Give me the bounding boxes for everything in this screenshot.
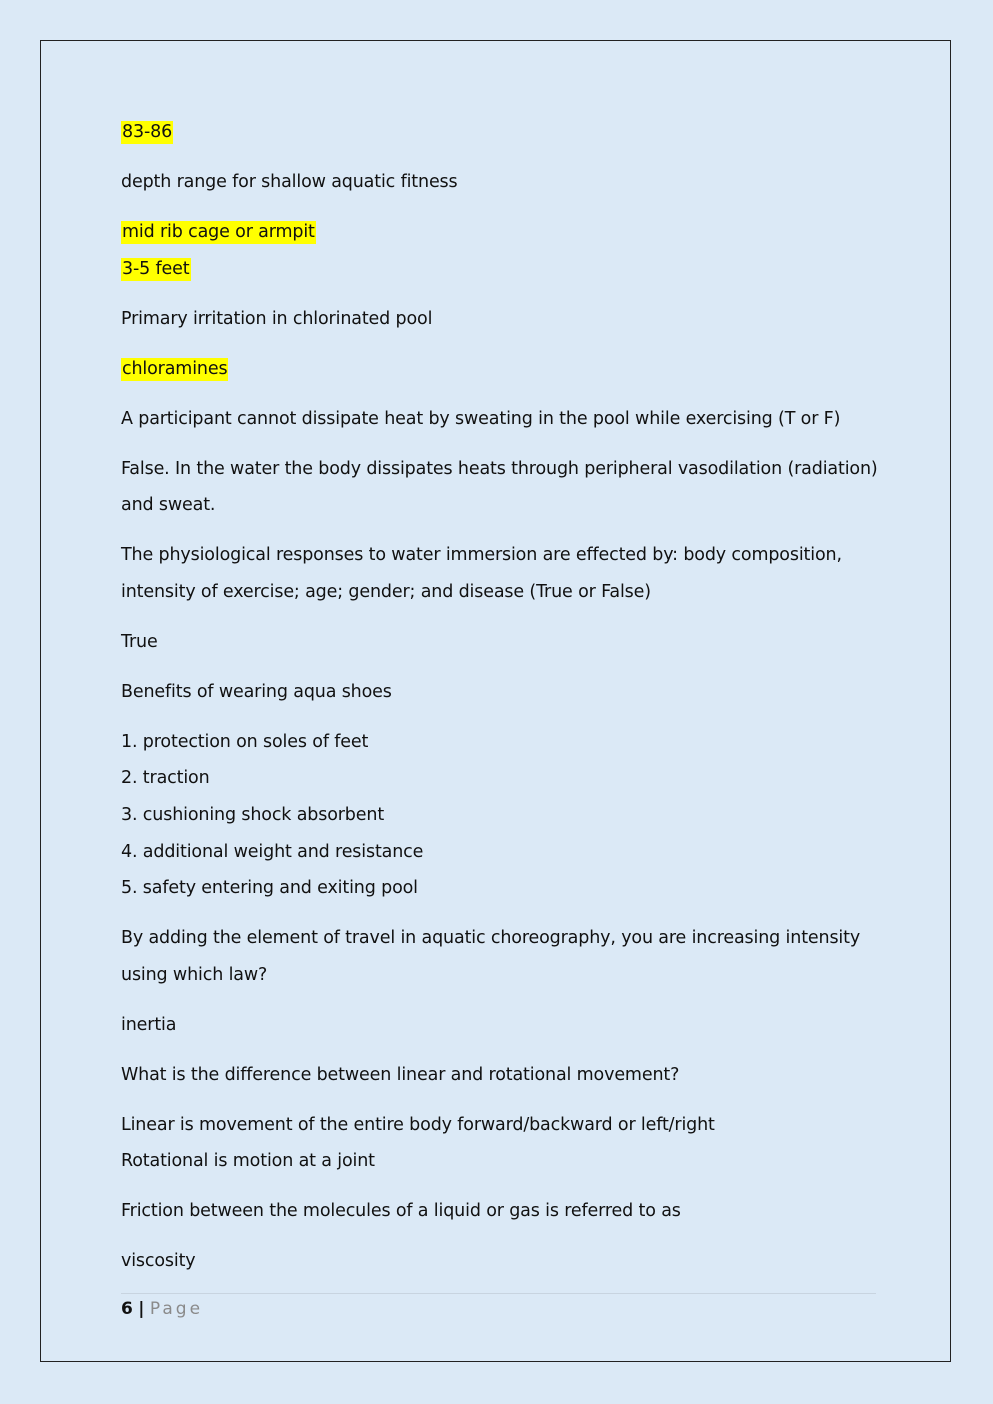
line-text: mid rib cage or armpit xyxy=(122,222,315,242)
line-text: 4. additional weight and resistance xyxy=(121,842,424,862)
text-line xyxy=(121,630,158,654)
line-text: 83-86 xyxy=(122,122,173,142)
line-text: What is the difference between linear and rotational movement? xyxy=(121,1065,680,1085)
footer-divider xyxy=(121,1293,876,1294)
text-line xyxy=(121,926,860,950)
line-text: and sweat. xyxy=(121,495,216,515)
line-text: Linear is movement of the entire body forward/backward or left/right xyxy=(121,1115,715,1135)
line-text: inertia xyxy=(121,1015,177,1035)
page-footer xyxy=(121,1297,203,1321)
text-line xyxy=(121,220,316,244)
footer-separator: | xyxy=(138,1299,145,1319)
text-line xyxy=(121,840,423,864)
text-line xyxy=(121,1063,679,1087)
page-label: Page xyxy=(149,1299,204,1319)
text-line xyxy=(121,680,392,704)
line-text: chloramines xyxy=(122,359,228,379)
line-text: 3. cushioning shock absorbent xyxy=(121,805,385,825)
line-text: using which law? xyxy=(121,965,268,985)
text-line xyxy=(121,307,432,331)
line-text: True xyxy=(121,632,158,652)
line-text: 3-5 feet xyxy=(122,259,190,279)
line-text: 2. traction xyxy=(121,768,210,788)
text-line xyxy=(121,1249,196,1273)
text-line xyxy=(121,1199,681,1223)
page-number: 6 xyxy=(121,1299,133,1319)
text-line xyxy=(121,963,267,987)
text-line xyxy=(121,1149,375,1173)
text-line xyxy=(121,766,210,790)
text-line xyxy=(121,1113,715,1137)
line-text: A participant cannot dissipate heat by sweating in the pool while exercising (T or F) xyxy=(121,409,841,429)
document-page xyxy=(40,40,951,1362)
line-text: depth range for shallow aquatic fitness xyxy=(121,172,458,192)
text-line xyxy=(121,457,878,481)
text-line xyxy=(121,257,191,281)
line-text: Primary irritation in chlorinated pool xyxy=(121,309,433,329)
line-text: Friction between the molecules of a liquid or gas is referred to as xyxy=(121,1201,681,1221)
text-line xyxy=(121,493,215,517)
text-line xyxy=(121,876,418,900)
line-text: Rotational is motion at a joint xyxy=(121,1151,375,1171)
text-line xyxy=(121,1013,176,1037)
line-text: False. In the water the body dissipates heats through peripheral vasodilation (radiation) xyxy=(121,459,878,479)
text-line xyxy=(121,543,842,567)
line-text: By adding the element of travel in aquatic choreography, you are increasing intensity xyxy=(121,928,861,948)
text-line xyxy=(121,170,458,194)
line-text: intensity of exercise; age; gender; and disease (True or False) xyxy=(121,582,651,602)
text-line xyxy=(121,357,228,381)
text-line xyxy=(121,120,173,144)
text-line xyxy=(121,407,840,431)
line-text: The physiological responses to water immersion are effected by: body composition, xyxy=(121,545,842,565)
line-text: 5. safety entering and exiting pool xyxy=(121,878,418,898)
text-line xyxy=(121,580,651,604)
text-line xyxy=(121,730,368,754)
text-line xyxy=(121,803,384,827)
line-text: viscosity xyxy=(121,1251,196,1271)
line-text: 1. protection on soles of feet xyxy=(121,732,369,752)
line-text: Benefits of wearing aqua shoes xyxy=(121,682,392,702)
